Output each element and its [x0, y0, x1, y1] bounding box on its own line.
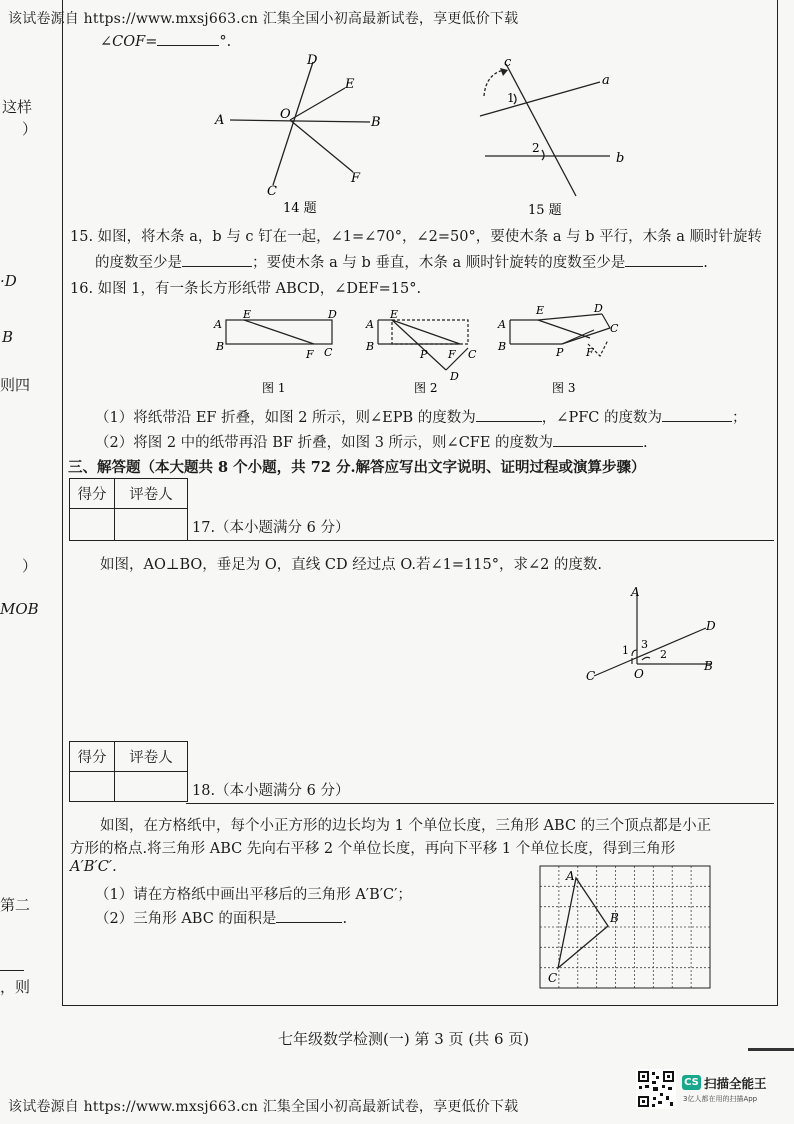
fig15-angle-1: 1: [507, 91, 515, 105]
fig16-caption-1: 图 1: [262, 381, 286, 395]
q18-blank[interactable]: [276, 908, 342, 923]
fig15-label-c: c: [504, 55, 512, 70]
svg-text:C: C: [324, 346, 333, 359]
fig14-label-f: F: [351, 171, 361, 186]
q18-divider: [186, 803, 774, 804]
svg-text:B: B: [366, 340, 375, 353]
margin-text: MOB: [0, 600, 39, 618]
q18-line2: 方形的格点.将三角形 ABC 先向右平移 2 个单位长度，再向下平移 1 个单位长度，得到三角形: [70, 841, 676, 857]
score-cell[interactable]: [70, 509, 115, 541]
svg-text:D: D: [450, 370, 459, 383]
q15-blank-2[interactable]: [625, 252, 703, 267]
fig17-angle-1: 1: [622, 644, 629, 657]
grader-cell[interactable]: [115, 509, 188, 541]
fig17-label-c: C: [586, 669, 596, 683]
svg-text:P: P: [556, 346, 564, 359]
fig14-label-e: E: [345, 77, 355, 92]
svg-text:F: F: [586, 346, 594, 359]
grader-label: 评卷人: [115, 479, 188, 509]
fig15-caption: 15 题: [528, 203, 562, 218]
top-banner: 该试卷源自 https://www.mxsj663.cn 汇集全国小初高最新试卷，享更低价下载: [8, 11, 519, 27]
figure-18-grid[interactable]: [536, 864, 716, 992]
score-label: 得分: [70, 742, 115, 772]
q16-intro: 16. 如图 1，有一条长方形纸带 ABCD，∠DEF=15°.: [70, 281, 422, 297]
figure-17: [580, 584, 730, 684]
fig18-label-b: B: [610, 911, 619, 925]
q17-text: 如图，AO⊥BO，垂足为 O，直线 CD 经过点 O.若∠1=115°，求∠2 的度数.: [100, 557, 603, 573]
q18-part2: [95, 907, 347, 928]
fig14-label-c: C: [267, 184, 277, 199]
q15-line2: [95, 251, 708, 272]
fig14-label-d: D: [307, 53, 318, 68]
fig17-angle-3: 3: [641, 638, 648, 651]
svg-text:B: B: [498, 340, 507, 353]
q15-blank-1[interactable]: [182, 252, 252, 267]
q14-suffix: °.: [219, 34, 232, 50]
svg-text:A: A: [366, 318, 374, 331]
fig16-caption-3: 图 3: [552, 381, 576, 395]
triangle-abc: [558, 878, 608, 968]
q16-blank-1[interactable]: [476, 407, 542, 422]
edge-mark: [748, 1048, 794, 1051]
fig15-label-a: a: [602, 73, 610, 88]
fig17-label-a: A: [631, 585, 640, 599]
margin-text: ·D: [0, 272, 17, 290]
svg-text:E: E: [243, 308, 252, 321]
q16-part1: [95, 406, 746, 427]
q18-line3: A′B′C′.: [70, 859, 117, 875]
svg-text:A: A: [214, 318, 222, 331]
q16-text: （2）将图 2 中的纸带再沿 BF 折叠，如图 3 所示，则∠CFE 的度数为: [95, 435, 554, 451]
q16-blank-3[interactable]: [553, 432, 643, 447]
margin-text: 则四: [0, 376, 31, 394]
q15-text: .: [703, 255, 708, 271]
margin-text: B: [2, 328, 14, 346]
fig17-label-b: B: [704, 659, 713, 673]
section-3-heading: 三、解答题（本大题共 8 个小题，共 72 分.解答应写出文字说明、证明过程或演算步骤）: [68, 459, 646, 476]
fig17-label-o: O: [634, 667, 644, 681]
q16-text: ；: [731, 410, 747, 426]
fig14-label-o: O: [280, 107, 291, 122]
q15-text: ；要使木条 a 与 b 垂直，木条 a 顺时针旋转的度数至少是: [252, 255, 626, 271]
fig14-caption: 14 题: [283, 201, 317, 216]
margin-text: ，则: [0, 978, 31, 996]
q14-blank[interactable]: [157, 31, 219, 46]
margin-text: ）: [22, 120, 38, 138]
score-table-17: [69, 478, 188, 541]
page-footer: 七年级数学检测(一) 第 3 页 (共 6 页): [278, 1030, 530, 1048]
margin-text: 第二: [0, 896, 31, 914]
margin-rule: [0, 970, 24, 971]
svg-text:F: F: [306, 348, 314, 361]
fig18-label-c: C: [548, 971, 558, 985]
margin-text: 这样: [2, 98, 33, 116]
figure-14: [205, 50, 395, 220]
svg-text:C: C: [468, 348, 477, 361]
scanner-name: 扫描全能王: [704, 1076, 767, 1091]
q14-prefix: ∠COF=: [100, 34, 158, 50]
q16-text: .: [643, 435, 648, 451]
q14-answer-line: [100, 31, 231, 50]
score-table-18: [69, 741, 188, 802]
q18-header: 18.（本小题满分 6 分）: [192, 783, 350, 799]
fig15-label-b: b: [616, 151, 625, 166]
fig18-label-a: A: [566, 869, 575, 883]
camscanner-logo-icon: CS: [682, 1075, 701, 1090]
grader-cell[interactable]: [115, 772, 188, 802]
q17-header: 17.（本小题满分 6 分）: [192, 520, 350, 536]
qr-code-icon: [636, 1069, 676, 1109]
svg-text:C: C: [610, 322, 619, 335]
fig16-caption-2: 图 2: [414, 381, 438, 395]
grader-label: 评卷人: [115, 742, 188, 772]
q16-blank-2[interactable]: [662, 407, 732, 422]
margin-text: ）: [22, 557, 38, 575]
q18-part1: （1）请在方格纸中画出平移后的三角形 A′B′C′；: [95, 887, 412, 903]
bottom-banner: 该试卷源自 https://www.mxsj663.cn 汇集全国小初高最新试卷，享更低价下载: [8, 1099, 519, 1115]
q16-part2: [95, 431, 648, 452]
q18-text: （2）三角形 ABC 的面积是: [95, 911, 277, 927]
svg-text:F: F: [448, 348, 456, 361]
scanner-tagline: 3亿人都在用的扫描App: [683, 1095, 758, 1103]
fig17-label-d: D: [706, 619, 716, 633]
svg-text:A: A: [498, 318, 506, 331]
score-cell[interactable]: [70, 772, 115, 802]
q15-text: 的度数至少是: [95, 255, 182, 271]
svg-text:E: E: [536, 304, 545, 317]
fig17-angle-2: 2: [660, 648, 667, 661]
q16-text: ，∠PFC 的度数为: [541, 410, 662, 426]
q17-divider: [186, 540, 774, 541]
svg-text:E: E: [390, 308, 399, 321]
q18-line1: 如图，在方格纸中，每个小正方形的边长均为 1 个单位长度，三角形 ABC 的三个顶点都是小正: [100, 818, 712, 834]
q18-text: .: [342, 911, 348, 927]
score-label: 得分: [70, 479, 115, 509]
svg-text:D: D: [594, 302, 603, 315]
fig14-label-b: B: [371, 115, 381, 130]
q15-line1: 15. 如图，将木条 a，b 与 c 钉在一起，∠1=∠70°，∠2=50°，要使木条 a 与 b 平行，木条 a 顺时针旋转: [70, 229, 762, 245]
fig14-label-a: A: [215, 113, 225, 128]
svg-text:B: B: [216, 340, 225, 353]
figure-15: [470, 52, 640, 220]
svg-text:P: P: [420, 348, 428, 361]
svg-text:D: D: [328, 308, 337, 321]
figure-16: [210, 300, 630, 400]
fig15-angle-2: 2: [532, 141, 540, 155]
q16-text: （1）将纸带沿 EF 折叠，如图 2 所示，则∠EPB 的度数为: [95, 410, 476, 426]
